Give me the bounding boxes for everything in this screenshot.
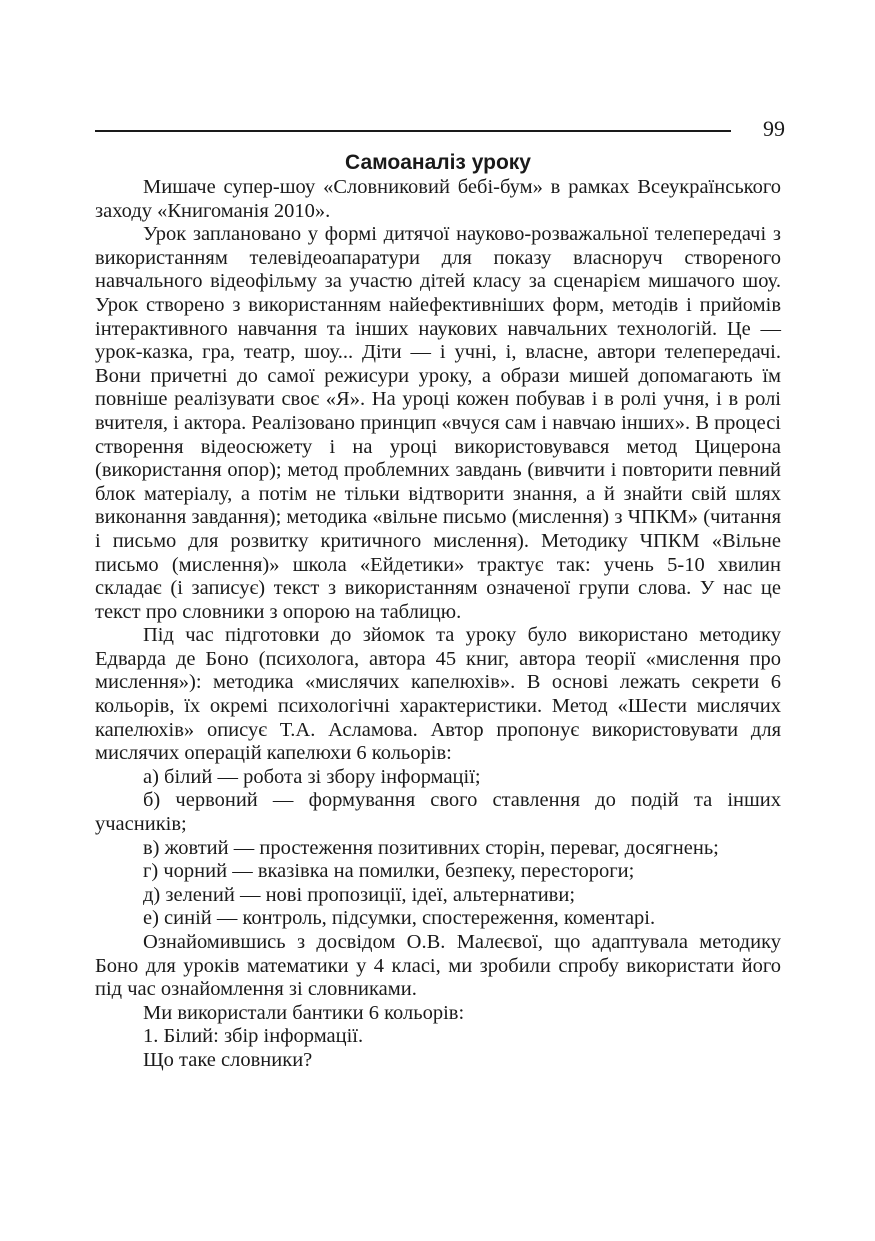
paragraph-intro: Мишаче супер-шоу «Словниковий бебі-бум» в рамках Всеукраїнського заходу «Книгоманія 2010». bbox=[95, 176, 781, 222]
paragraph-de-bono-method: Під час підготовки до зйомок та уроку було використано методику Едварда де Боно (психолога, автора 45 книг, автора теорії «мислення про мислення»): методика «мислячих капелюхів». В основі лежать секрети 6 кольорів, їх окремі психологічні характеристики. Метод «Шести мислячих капелюхів» описує Т.А. Асламова. Автор пропонує використовувати для мислячих операцій капелюхи 6 кольорів: bbox=[95, 624, 781, 765]
page-number: 99 bbox=[763, 116, 785, 141]
list-item-blue: е) синій — контроль, підсумки, спостереження, коментарі. bbox=[143, 907, 656, 930]
body-text bbox=[95, 176, 781, 1073]
paragraph-lesson-description: Урок заплановано у формі дитячої науково-розважальної телепередачі з використанням телевідеоапаратури для показу власноруч створеного навчального відеофільму за участю дітей класу за сценарієм мишачого шоу. Урок створено з використанням найефективніших форм, методів і прийомів інтерактивного навчання та інших наукових навчальних технологій. Це — урок-казка, гра, театр, шоу... Діти — і учні, і, власне, автори телепередачі. Вони причетні до самої режисури уроку, а образи мишей допомагають їм повніше реалізувати своє «Я». На уроці кожен побував і в ролі учня, і в ролі вчителя, і актора. Реалізовано принцип «вчуся сам і навчаю інших». В процесі створення відеосюжету і на уроці використовувався метод Цицерона (використання опор); метод проблемних завдань (вивчити і повторити певний блок матеріалу, а потім не тільки відтворити знання, а й знайти свій шлях виконання завдання); методика «вільне письмо (мислення) з ЧПКМ» (читання і письмо для розвитку критичного мислення). Методику ЧПКМ «Вільне письмо (мислення)» школа «Ейдетики» трактує так: учень 5-10 хвилин складає (і записує) текст з використанням означеної групи слова. У нас це текст про словники з опорою на таблицю. bbox=[95, 223, 781, 623]
list-item-black: г) чорний — вказівка на помилки, безпеку, перестороги; bbox=[143, 860, 635, 883]
list-item-white: а) білий — робота зі збору інформації; bbox=[143, 765, 481, 788]
list-item-yellow: в) жовтий — простеження позитивних сторін, переваг, досягнень; bbox=[143, 836, 719, 859]
paragraph-white-step: 1. Білий: збір інформації. bbox=[143, 1025, 364, 1048]
paragraph-question: Що таке словники? bbox=[143, 1048, 313, 1071]
paragraph-bows-intro: Ми використали бантики 6 кольорів: bbox=[143, 1001, 465, 1024]
header-rule bbox=[95, 130, 731, 132]
list-item-green: д) зелений — нові пропозиції, ідеї, альтернативи; bbox=[143, 883, 576, 906]
paragraph-maleeva-experience: Ознайомившись з досвідом О.В. Малеєвої, що адаптувала методику Боно для уроків математики у 4 класі, ми зробили спробу використати його під час ознайомлення зі словниками. bbox=[95, 931, 781, 1001]
page-title: Самоаналіз уроку bbox=[345, 151, 531, 174]
list-item-red: б) червоний — формування свого ставлення до подій та інших учасників; bbox=[95, 789, 781, 836]
